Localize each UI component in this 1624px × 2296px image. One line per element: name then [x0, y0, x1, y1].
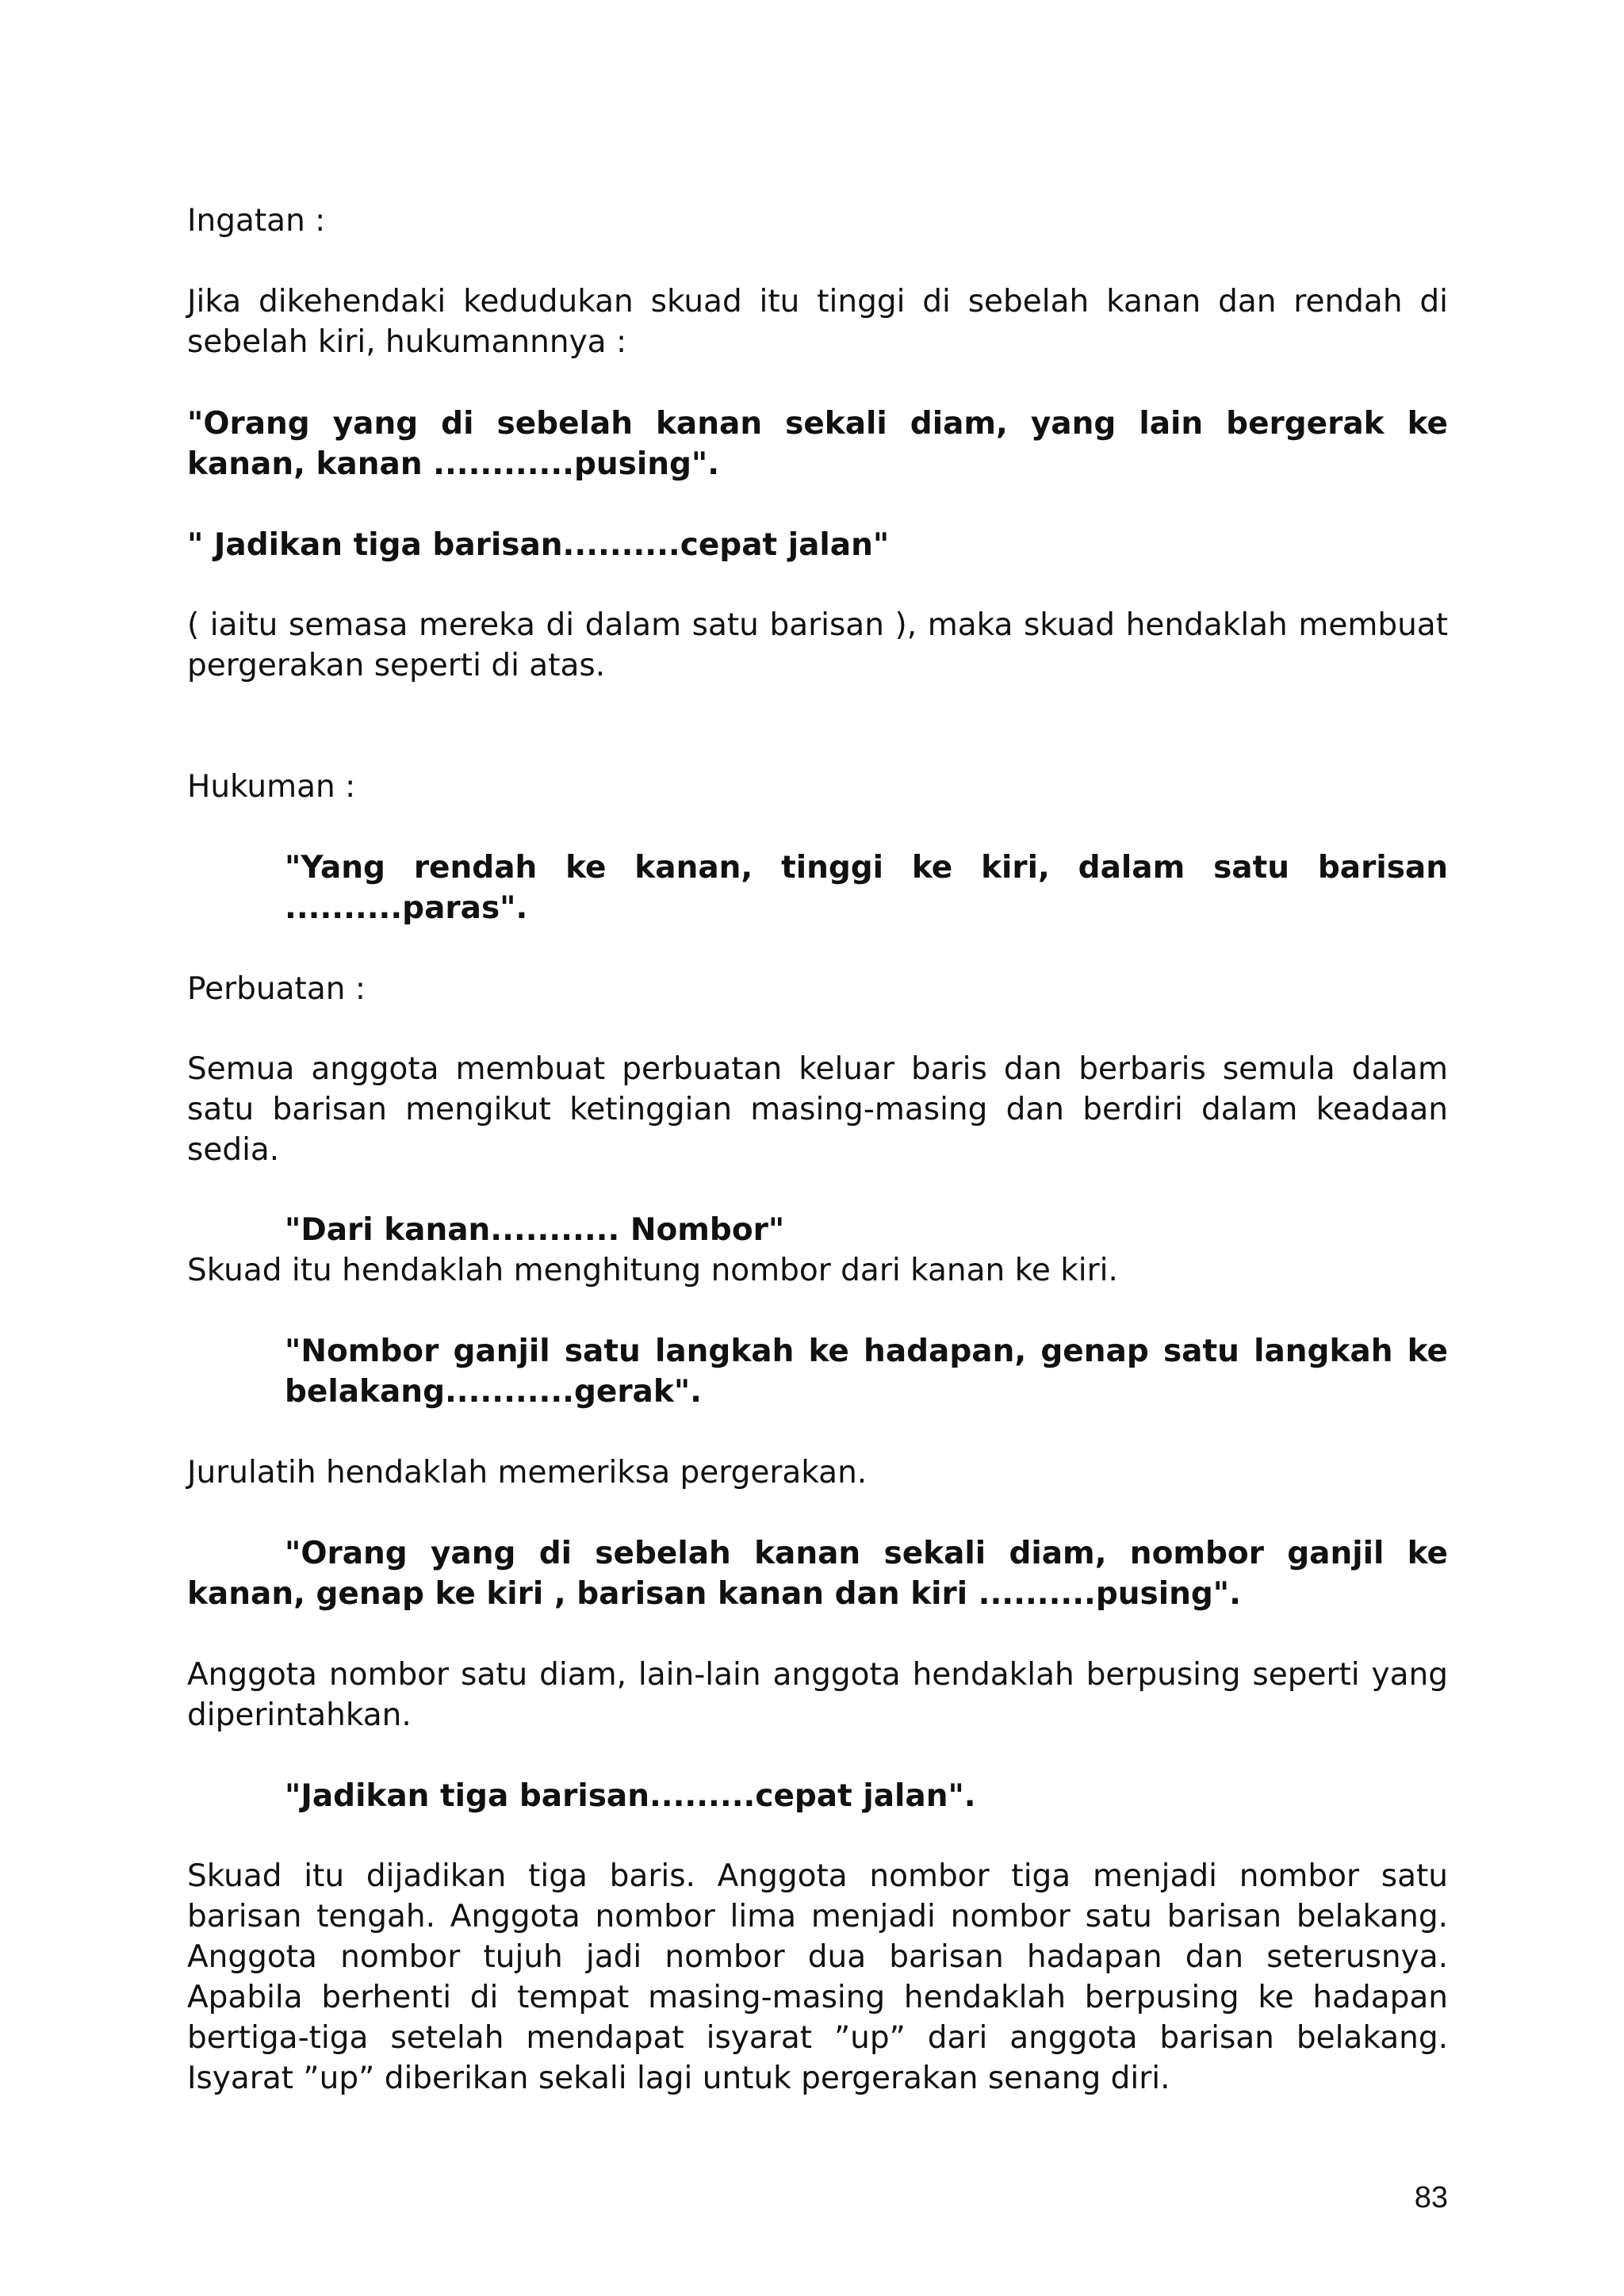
heading-perbuatan: Perbuatan : — [187, 971, 366, 1007]
page-number: 83 — [1414, 2181, 1448, 2214]
command-jadikan-tiga-2: "Jadikan tiga barisan.........cepat jalan". — [285, 1778, 976, 1814]
paragraph-skuad-tiga-baris: Skuad itu dijadikan tiga baris. Anggota nombor tiga menjadi nombor satu barisan tengah. Anggota nombor lima menjadi nombor satu barisan belakang. Anggota nombor tujuh jadi nombor dua barisan hadapan dan seterusnya. Apabila berhenti di tempat masing-masing hendaklah berpusing ke hadapan bertiga-tiga setelah mendapat isyarat ”up” dari anggota barisan belakang. Isyarat ”up” diberikan sekali lagi untuk pergerakan senang diri. — [187, 1858, 1448, 2096]
paragraph-jurulatih: Jurulatih hendaklah memeriksa pergerakan. — [187, 1455, 868, 1490]
command-orang-ganjil: "Orang yang di sebelah kanan sekali diam, nombor ganjil ke kanan, genap ke kiri , barisan kanan dan kiri ..........pusing". — [187, 1536, 1448, 1612]
heading-ingatan: Ingatan : — [187, 203, 326, 239]
paragraph-anggota-satu: Anggota nombor satu diam, lain-lain anggota hendaklah berpusing seperti yang diperintahkan. — [187, 1657, 1448, 1733]
command-nombor-ganjil: "Nombor ganjil satu langkah ke hadapan, genap satu langkah ke belakang...........gerak". — [285, 1334, 1448, 1410]
command-dari-kanan: "Dari kanan........... Nombor" — [285, 1212, 785, 1248]
paragraph-intro: Jika dikehendaki kedudukan skuad itu tinggi di sebelah kanan dan rendah di sebelah kiri, hukumannnya : — [187, 284, 1448, 360]
command-jadikan-tiga: " Jadikan tiga barisan..........cepat jalan" — [187, 527, 890, 563]
command-orang-diam: "Orang yang di sebelah kanan sekali diam, yang lain bergerak ke kanan, kanan ............pusing". — [187, 406, 1448, 482]
paragraph-semua-anggota: Semua anggota membuat perbuatan keluar baris dan berbaris semula dalam satu barisan mengikut ketinggian masing-masing dan berdiri dalam keadaan sedia. — [187, 1051, 1448, 1168]
heading-hukuman: Hukuman : — [187, 769, 356, 805]
paragraph-skuad-hitung: Skuad itu hendaklah menghitung nombor dari kanan ke kiri. — [187, 1253, 1118, 1288]
command-yang-rendah: "Yang rendah ke kanan, tinggi ke kiri, dalam satu barisan ..........paras". — [285, 850, 1448, 926]
paragraph-iaitu: ( iaitu semasa mereka di dalam satu barisan ), maka skuad hendaklah membuat pergerakan seperti di atas. — [187, 607, 1448, 683]
